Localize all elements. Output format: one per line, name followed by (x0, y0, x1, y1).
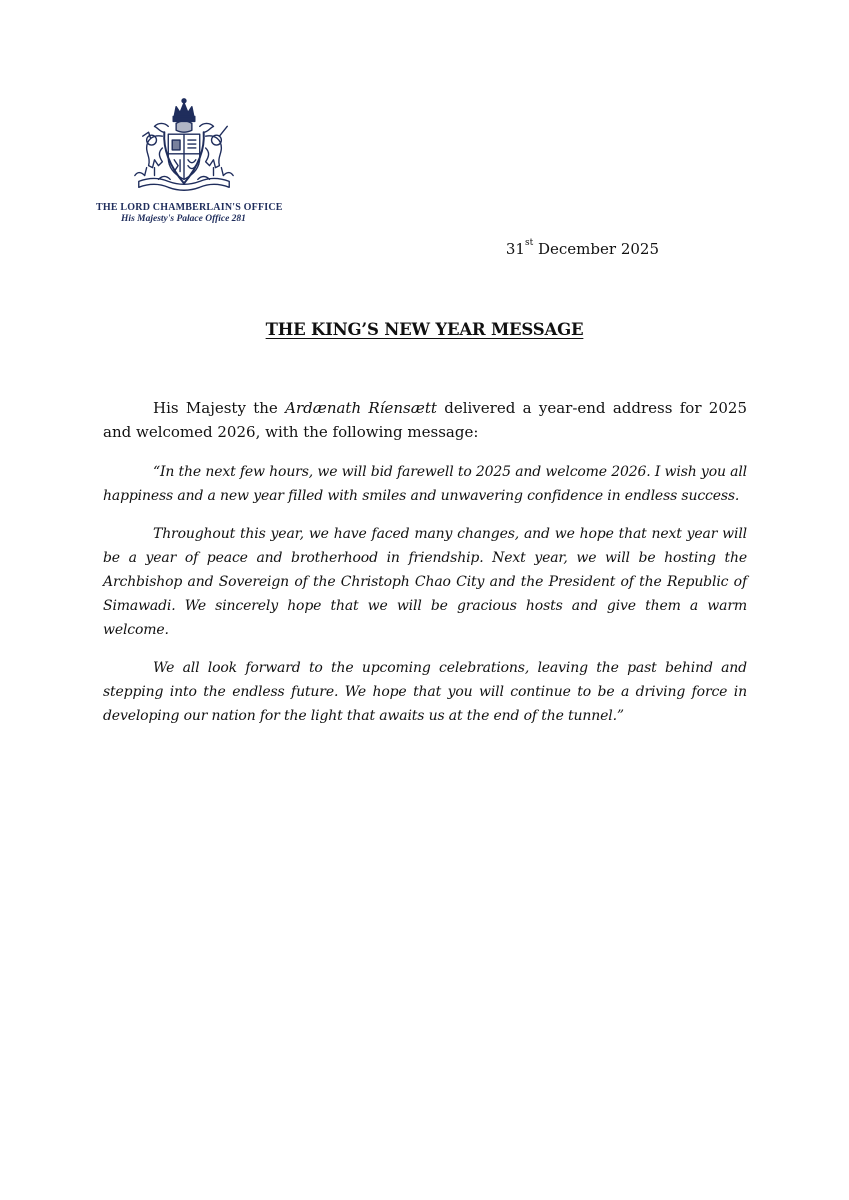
message-paragraph-3: We all look forward to the upcoming celebrations, leaving the past behind and stepping into the endless future. We hope that you will continue to be a driving force in developing our nation for the light that awaits us at the end of the tunnel.” (103, 660, 747, 724)
intro-text-after: delivered a year-end address for 2025 and welcomed 2026, with the following message: (103, 399, 747, 441)
message-paragraph-1: “In the next few hours, we will bid farewell to 2025 and welcome 2026. I wish you all happiness and a new year filled with smiles and unwavering confidence in endless success. (103, 464, 747, 504)
office-subtitle: His Majesty's Palace Office 281 (121, 214, 246, 224)
date-month-year: December 2025 (533, 240, 659, 258)
date-day-suffix: st (524, 238, 534, 248)
office-name: THE LORD CHAMBERLAIN'S OFFICE (96, 202, 283, 213)
document-title: THE KING’S NEW YEAR MESSAGE (265, 320, 584, 339)
intro-paragraph (103, 396, 747, 444)
date-day: 31 (505, 240, 525, 258)
document-body (103, 396, 747, 742)
royal-coat-of-arms-icon (125, 96, 243, 196)
letterhead (96, 96, 283, 224)
message-paragraph-2: Throughout this year, we have faced many changes, and we hope that next year will be a year of peace and brotherhood in friendship. Next year, we will be hosting the Archbishop and Sovereign of the Christoph Chao City and the President of the Republic of Simawadi. We sincerely hope that we will be gracious hosts and give them a warm welcome. (103, 526, 747, 638)
monarch-name: Ardænath Ríensætt (285, 399, 437, 417)
intro-text-before: His Majesty the (153, 399, 286, 417)
document-date (506, 240, 659, 258)
